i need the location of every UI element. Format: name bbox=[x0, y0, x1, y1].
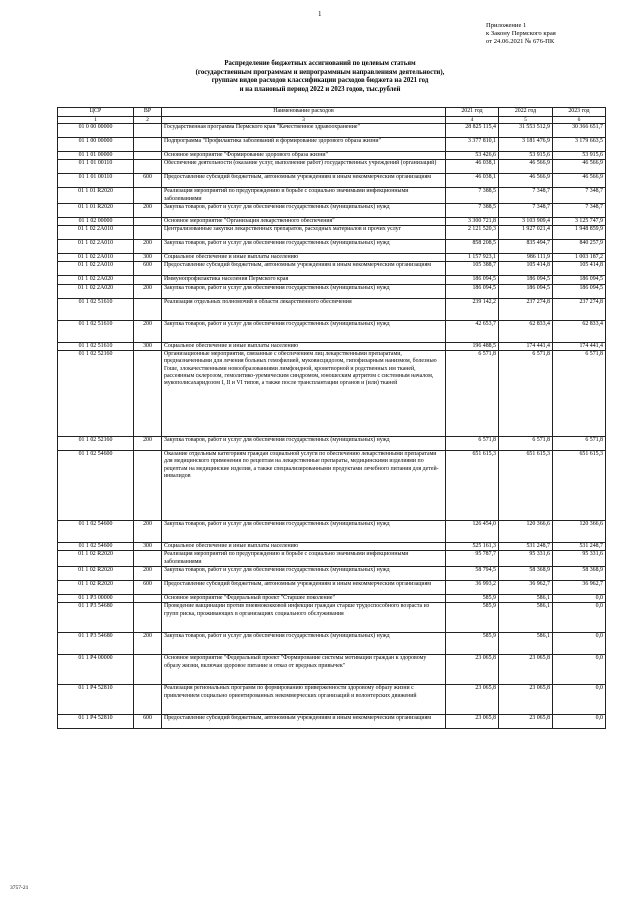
table-row bbox=[58, 262, 606, 276]
cell-2022: 531 248,7 bbox=[499, 543, 553, 551]
cell-csr: 01 1 02 R2020 bbox=[58, 566, 134, 580]
table-row bbox=[58, 217, 606, 225]
cell-2022: 95 331,6 bbox=[499, 551, 553, 567]
cell-2022: 62 833,4 bbox=[499, 320, 553, 342]
cell-2023: 6 571,8 bbox=[553, 437, 606, 451]
cell-csr: 01 1 00 00000 bbox=[58, 138, 134, 152]
cell-vr: 600 bbox=[134, 174, 162, 188]
cell-name: Иммунопрофилактика населения Пермского края bbox=[162, 276, 446, 284]
cell-csr: 01 1 02 2A010 bbox=[58, 240, 134, 254]
cell-name: Организационные мероприятия, связанные с обеспечением лиц лекарственными препаратами, предназначенными для лечения больных гемофилией, муковисцидозом, гипофизарным нанизмом, болезнью Гоше, злокачественными новообразованиями лимфоидной, кроветворной и родственных им тканей, рассеянным склерозом, гемолитико-уремическим синдромом, юношеским артритом с системным началом, мукополисахаридозом I, II и VI типов, а также после трансплантации органов и (или) тканей bbox=[162, 351, 446, 437]
table-row bbox=[58, 138, 606, 152]
cell-name: Закупка товаров, работ и услуг для обеспечения государственных (муниципальных) нужд bbox=[162, 521, 446, 543]
cell-2023: 30 366 651,7 bbox=[553, 124, 606, 138]
cell-csr: 01 1 02 54600 bbox=[58, 521, 134, 543]
cell-2023: 1 948 859,9 bbox=[553, 226, 606, 240]
cell-csr: 01 1 02 52160 bbox=[58, 351, 134, 437]
cell-2023: 95 331,6 bbox=[553, 551, 606, 567]
cell-vr bbox=[134, 298, 162, 320]
cell-2023: 531 248,7 bbox=[553, 543, 606, 551]
column-number: 4 bbox=[446, 117, 499, 124]
cell-2023: 237 274,8 bbox=[553, 298, 606, 320]
cell-name: Предоставление субсидий бюджетным, автономным учреждениям и иным некоммерческим организациям bbox=[162, 174, 446, 188]
cell-csr: 01 1 02 2A010 bbox=[58, 262, 134, 276]
appendix-note bbox=[486, 22, 556, 46]
cell-vr: 600 bbox=[134, 580, 162, 594]
cell-vr: 200 bbox=[134, 284, 162, 298]
cell-name: Закупка товаров, работ и услуг для обеспечения государственных (муниципальных) нужд bbox=[162, 284, 446, 298]
column-number: 6 bbox=[553, 117, 606, 124]
cell-name: Основное мероприятие "Федеральный проект "Старшее поколение" bbox=[162, 594, 446, 602]
cell-name: Основное мероприятие "Формирование здорового образа жизни" bbox=[162, 152, 446, 160]
cell-vr bbox=[134, 138, 162, 152]
header-name: Наименование расходов bbox=[162, 108, 446, 117]
cell-name: Обеспечение деятельности (оказание услуг, выполнение работ) государственных учреждений (организаций) bbox=[162, 160, 446, 174]
cell-2022: 835 494,7 bbox=[499, 240, 553, 254]
document-code: 3757-21 bbox=[10, 885, 29, 891]
cell-vr: 600 bbox=[134, 262, 162, 276]
cell-vr bbox=[134, 217, 162, 225]
cell-csr: 01 1 02 2A020 bbox=[58, 276, 134, 284]
cell-name: Реализация мероприятий по предупреждению и борьбе с социально значимыми инфекционными заболеваниями bbox=[162, 551, 446, 567]
table-row bbox=[58, 521, 606, 543]
cell-2023: 6 571,8 bbox=[553, 351, 606, 437]
cell-name: Закупка товаров, работ и услуг для обеспечения государственных (муниципальных) нужд bbox=[162, 320, 446, 342]
cell-2022: 586,1 bbox=[499, 633, 553, 655]
cell-vr: 300 bbox=[134, 543, 162, 551]
title-line-2: (государственным программам и непрограммным направлениям деятельности), bbox=[195, 68, 445, 76]
cell-2021: 58 794,5 bbox=[446, 566, 499, 580]
cell-2022: 46 566,9 bbox=[499, 174, 553, 188]
cell-2022: 105 414,8 bbox=[499, 262, 553, 276]
cell-2021: 585,9 bbox=[446, 594, 499, 602]
cell-vr: 200 bbox=[134, 633, 162, 655]
cell-2021: 36 993,2 bbox=[446, 580, 499, 594]
cell-2021: 186 094,5 bbox=[446, 276, 499, 284]
cell-2023: 46 566,9 bbox=[553, 174, 606, 188]
column-number: 5 bbox=[499, 117, 553, 124]
table-row bbox=[58, 160, 606, 174]
cell-2023: 0,0 bbox=[553, 715, 606, 729]
header-2022: 2022 год bbox=[499, 108, 553, 117]
cell-2021: 858 208,5 bbox=[446, 240, 499, 254]
cell-2021: 7 388,5 bbox=[446, 203, 499, 217]
cell-2022: 1 927 021,4 bbox=[499, 226, 553, 240]
cell-name: Закупка товаров, работ и услуг для обеспечения государственных (муниципальных) нужд bbox=[162, 566, 446, 580]
cell-name: Основное мероприятие "Федеральный проект "Формирование системы мотивации граждан к здоровому образу жизни, включая здоровое питание и отказ от вредных привычек" bbox=[162, 655, 446, 685]
cell-2022: 120 366,6 bbox=[499, 521, 553, 543]
cell-2021: 585,9 bbox=[446, 633, 499, 655]
cell-2022: 58 368,9 bbox=[499, 566, 553, 580]
cell-2022: 31 553 512,9 bbox=[499, 124, 553, 138]
table-row bbox=[58, 276, 606, 284]
cell-csr: 01 1 P4 52810 bbox=[58, 685, 134, 715]
cell-name: Предоставление субсидий бюджетным, автономным учреждениям и иным некоммерческим организациям bbox=[162, 580, 446, 594]
column-number: 3 bbox=[162, 117, 446, 124]
cell-vr: 200 bbox=[134, 437, 162, 451]
cell-vr bbox=[134, 160, 162, 174]
cell-csr: 01 1 P4 52810 bbox=[58, 715, 134, 729]
cell-2021: 1 157 923,1 bbox=[446, 254, 499, 262]
cell-vr bbox=[134, 226, 162, 240]
cell-name: Реализация мероприятий по предупреждению и борьбе с социально значимыми инфекционными заболеваниями bbox=[162, 188, 446, 204]
table-row bbox=[58, 351, 606, 437]
cell-vr: 200 bbox=[134, 240, 162, 254]
cell-csr: 01 1 P3 54680 bbox=[58, 633, 134, 655]
header-vr: ВР bbox=[134, 108, 162, 117]
cell-name: Закупка товаров, работ и услуг для обеспечения государственных (муниципальных) нужд bbox=[162, 240, 446, 254]
cell-2022: 3 103 909,4 bbox=[499, 217, 553, 225]
cell-2022: 174 441,4 bbox=[499, 342, 553, 350]
table-row bbox=[58, 124, 606, 138]
table-row bbox=[58, 240, 606, 254]
cell-csr: 01 1 02 R2020 bbox=[58, 551, 134, 567]
cell-2022: 23 065,8 bbox=[499, 655, 553, 685]
table-row bbox=[58, 685, 606, 715]
title-line-3: группам видов расходов классификации расходов бюджета на 2021 год bbox=[211, 77, 429, 85]
cell-csr: 01 1 02 51610 bbox=[58, 320, 134, 342]
appendix-line-2: к Закону Пермского края bbox=[486, 30, 556, 37]
cell-2021: 28 825 115,4 bbox=[446, 124, 499, 138]
cell-vr: 200 bbox=[134, 320, 162, 342]
cell-csr: 01 1 02 2A010 bbox=[58, 254, 134, 262]
cell-2023: 174 441,4 bbox=[553, 342, 606, 350]
cell-2022: 3 181 476,9 bbox=[499, 138, 553, 152]
cell-2023: 840 257,9 bbox=[553, 240, 606, 254]
cell-vr bbox=[134, 276, 162, 284]
table-row bbox=[58, 451, 606, 521]
cell-name: Предоставление субсидий бюджетным, автономным учреждениям и иным некоммерческим организациям bbox=[162, 262, 446, 276]
cell-2021: 53 426,6 bbox=[446, 152, 499, 160]
cell-vr bbox=[134, 603, 162, 633]
table-row bbox=[58, 437, 606, 451]
cell-2023: 3 179 663,5 bbox=[553, 138, 606, 152]
cell-vr: 200 bbox=[134, 203, 162, 217]
cell-2023: 36 962,7 bbox=[553, 580, 606, 594]
cell-2022: 986 111,9 bbox=[499, 254, 553, 262]
page-number: 1 bbox=[318, 10, 322, 18]
column-number-row bbox=[58, 117, 606, 124]
cell-2023: 62 833,4 bbox=[553, 320, 606, 342]
cell-csr: 01 1 P3 00000 bbox=[58, 594, 134, 602]
cell-2023: 58 368,9 bbox=[553, 566, 606, 580]
cell-2022: 23 065,8 bbox=[499, 685, 553, 715]
cell-csr: 01 1 02 54600 bbox=[58, 543, 134, 551]
cell-2023: 0,0 bbox=[553, 685, 606, 715]
cell-2021: 6 571,8 bbox=[446, 437, 499, 451]
cell-csr: 01 1 02 2A020 bbox=[58, 284, 134, 298]
cell-2023: 1 003 187,2 bbox=[553, 254, 606, 262]
cell-vr bbox=[134, 451, 162, 521]
cell-vr: 200 bbox=[134, 566, 162, 580]
cell-vr: 300 bbox=[134, 254, 162, 262]
table-row bbox=[58, 543, 606, 551]
cell-2023: 651 615,3 bbox=[553, 451, 606, 521]
cell-2021: 46 038,1 bbox=[446, 174, 499, 188]
cell-2021: 95 787,7 bbox=[446, 551, 499, 567]
header-2021: 2021 год bbox=[446, 108, 499, 117]
cell-2021: 525 161,3 bbox=[446, 543, 499, 551]
cell-name: Социальное обеспечение и иные выплаты населению bbox=[162, 254, 446, 262]
column-number: 1 bbox=[58, 117, 134, 124]
cell-2021: 23 065,8 bbox=[446, 715, 499, 729]
cell-2023: 0,0 bbox=[553, 594, 606, 602]
cell-2023: 120 366,6 bbox=[553, 521, 606, 543]
cell-vr bbox=[134, 124, 162, 138]
cell-name: Предоставление субсидий бюджетным, автономным учреждениям и иным некоммерческим организациям bbox=[162, 715, 446, 729]
cell-2023: 7 348,7 bbox=[553, 188, 606, 204]
cell-2023: 0,0 bbox=[553, 655, 606, 685]
cell-name: Закупка товаров, работ и услуг для обеспечения государственных (муниципальных) нужд bbox=[162, 203, 446, 217]
header-2023: 2023 год bbox=[553, 108, 606, 117]
cell-2023: 3 125 747,9 bbox=[553, 217, 606, 225]
cell-csr: 01 0 00 00000 bbox=[58, 124, 134, 138]
cell-name: Социальное обеспечение и иные выплаты населению bbox=[162, 342, 446, 350]
cell-csr: 01 1 01 00000 bbox=[58, 152, 134, 160]
header-csr: ЦСР bbox=[58, 108, 134, 117]
cell-name: Основное мероприятие "Организация лекарственного обеспечения" bbox=[162, 217, 446, 225]
table-row bbox=[58, 594, 606, 602]
cell-csr: 01 1 02 00000 bbox=[58, 217, 134, 225]
cell-vr bbox=[134, 551, 162, 567]
title-line-1: Распределение бюджетных ассигнований по целевым статьям bbox=[224, 60, 416, 67]
table-row bbox=[58, 298, 606, 320]
cell-csr: 01 1 02 2A010 bbox=[58, 226, 134, 240]
cell-vr: 200 bbox=[134, 521, 162, 543]
cell-csr: 01 1 02 54600 bbox=[58, 451, 134, 521]
table-row bbox=[58, 320, 606, 342]
cell-2022: 6 571,8 bbox=[499, 437, 553, 451]
cell-name: Проведение вакцинации против пневмококковой инфекции граждан старше трудоспособного возраста из групп риска, проживающих в организациях социального обслуживания bbox=[162, 603, 446, 633]
cell-2022: 53 915,6 bbox=[499, 152, 553, 160]
cell-2021: 2 121 520,3 bbox=[446, 226, 499, 240]
table-row bbox=[58, 342, 606, 350]
cell-2023: 0,0 bbox=[553, 633, 606, 655]
cell-name: Оказание отдельным категориям граждан социальной услуги по обеспечению лекарственными препаратами для медицинского применения по рецептам на лекарственные препараты, медицинскими изделиями по рецептам на медицинские изделия, а также специализированными продуктами лечебного питания для детей-инвалидов bbox=[162, 451, 446, 521]
cell-2021: 6 571,8 bbox=[446, 351, 499, 437]
table-row bbox=[58, 566, 606, 580]
cell-csr: 01 1 01 00110 bbox=[58, 174, 134, 188]
cell-csr: 01 1 02 R2020 bbox=[58, 580, 134, 594]
cell-2021: 46 038,1 bbox=[446, 160, 499, 174]
cell-2023: 46 566,9 bbox=[553, 160, 606, 174]
cell-2022: 586,1 bbox=[499, 594, 553, 602]
cell-vr bbox=[134, 152, 162, 160]
cell-2022: 7 348,7 bbox=[499, 188, 553, 204]
cell-name: Закупка товаров, работ и услуг для обеспечения государственных (муниципальных) нужд bbox=[162, 633, 446, 655]
cell-csr: 01 1 P3 54680 bbox=[58, 603, 134, 633]
header-row bbox=[58, 108, 606, 117]
cell-name: Централизованные закупки лекарственных препаратов, расходных материалов и прочих услуг bbox=[162, 226, 446, 240]
cell-2022: 586,1 bbox=[499, 603, 553, 633]
table-row bbox=[58, 203, 606, 217]
cell-csr: 01 1 01 00110 bbox=[58, 160, 134, 174]
cell-csr: 01 1 01 R2020 bbox=[58, 188, 134, 204]
cell-2021: 42 653,7 bbox=[446, 320, 499, 342]
cell-name: Подпрограмма "Профилактика заболеваний и формирование здорового образа жизни" bbox=[162, 138, 446, 152]
table-row bbox=[58, 655, 606, 685]
cell-2022: 186 094,5 bbox=[499, 284, 553, 298]
cell-csr: 01 1 02 51610 bbox=[58, 298, 134, 320]
table-row bbox=[58, 226, 606, 240]
cell-2023: 0,0 bbox=[553, 603, 606, 633]
cell-vr bbox=[134, 188, 162, 204]
cell-csr: 01 1 02 51610 bbox=[58, 342, 134, 350]
table-row bbox=[58, 580, 606, 594]
cell-name: Реализация региональных программ по формированию приверженности здоровому образу жизни с привлечением социально ориентированных некоммерческих организаций и волонтерских движений bbox=[162, 685, 446, 715]
appendix-line-3: от 24.06.2021 № 676-ПК bbox=[486, 38, 555, 45]
title-line-4: и на плановый период 2022 и 2023 годов, тыс.рублей bbox=[239, 85, 401, 93]
cell-vr: 600 bbox=[134, 715, 162, 729]
cell-2022: 186 094,5 bbox=[499, 276, 553, 284]
cell-vr bbox=[134, 351, 162, 437]
cell-name: Реализация отдельных полномочий в области лекарственного обеспечения bbox=[162, 298, 446, 320]
cell-csr: 01 1 02 52160 bbox=[58, 437, 134, 451]
table-row bbox=[58, 633, 606, 655]
cell-2023: 7 348,7 bbox=[553, 203, 606, 217]
table-row bbox=[58, 284, 606, 298]
cell-2022: 23 065,8 bbox=[499, 715, 553, 729]
cell-2021: 186 094,5 bbox=[446, 284, 499, 298]
cell-name: Закупка товаров, работ и услуг для обеспечения государственных (муниципальных) нужд bbox=[162, 437, 446, 451]
table-row bbox=[58, 188, 606, 204]
cell-name: Государственная программа Пермского края "Качественное здравоохранение" bbox=[162, 124, 446, 138]
table-row bbox=[58, 715, 606, 729]
table-row bbox=[58, 551, 606, 567]
cell-csr: 01 1 P4 00000 bbox=[58, 655, 134, 685]
table-row bbox=[58, 603, 606, 633]
cell-2021: 3 300 721,8 bbox=[446, 217, 499, 225]
cell-2022: 6 571,8 bbox=[499, 351, 553, 437]
cell-vr bbox=[134, 655, 162, 685]
table-row bbox=[58, 254, 606, 262]
cell-csr: 01 1 01 R2020 bbox=[58, 203, 134, 217]
cell-2023: 53 915,6 bbox=[553, 152, 606, 160]
cell-2021: 651 615,3 bbox=[446, 451, 499, 521]
appendix-line-1: Приложение 1 bbox=[486, 22, 527, 29]
cell-vr bbox=[134, 685, 162, 715]
cell-2021: 585,9 bbox=[446, 603, 499, 633]
cell-2023: 186 094,5 bbox=[553, 276, 606, 284]
cell-2022: 7 348,7 bbox=[499, 203, 553, 217]
column-number: 2 bbox=[134, 117, 162, 124]
cell-vr bbox=[134, 594, 162, 602]
cell-2021: 23 065,8 bbox=[446, 655, 499, 685]
cell-2022: 651 615,3 bbox=[499, 451, 553, 521]
table-row bbox=[58, 152, 606, 160]
cell-vr: 300 bbox=[134, 342, 162, 350]
table-row bbox=[58, 174, 606, 188]
cell-2023: 105 414,8 bbox=[553, 262, 606, 276]
budget-table bbox=[57, 107, 606, 729]
cell-2021: 239 142,2 bbox=[446, 298, 499, 320]
cell-2021: 126 454,0 bbox=[446, 521, 499, 543]
cell-2022: 36 962,7 bbox=[499, 580, 553, 594]
cell-2022: 46 566,9 bbox=[499, 160, 553, 174]
cell-2021: 196 488,5 bbox=[446, 342, 499, 350]
cell-2021: 23 065,8 bbox=[446, 685, 499, 715]
cell-2023: 186 094,5 bbox=[553, 284, 606, 298]
cell-2021: 105 388,7 bbox=[446, 262, 499, 276]
cell-2022: 237 274,8 bbox=[499, 298, 553, 320]
cell-2021: 7 388,5 bbox=[446, 188, 499, 204]
cell-2021: 3 377 810,1 bbox=[446, 138, 499, 152]
cell-name: Социальное обеспечение и иные выплаты населению bbox=[162, 543, 446, 551]
document-title bbox=[80, 60, 560, 94]
